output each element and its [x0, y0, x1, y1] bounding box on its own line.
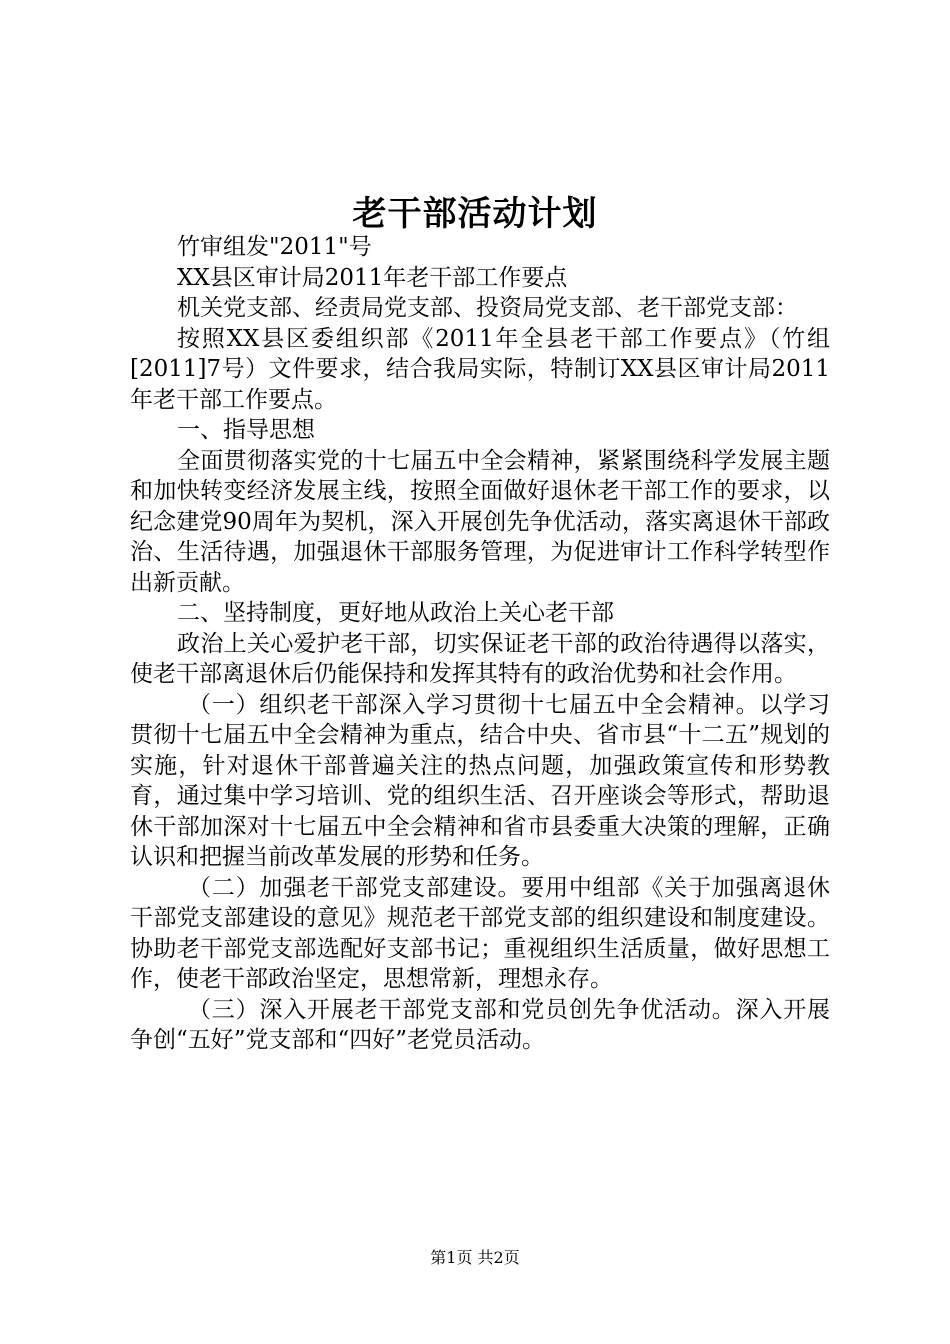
- body-paragraph: 政治上关心爱护老干部，切实保证老干部的政治待遇得以落实，使老干部离退休后仍能保持和发挥其特有的政治优势和社会作用。: [130, 630, 830, 687]
- body-paragraph: （二）加强老干部党支部建设。要用中组部《关于加强离退休干部党支部建设的意见》规范老干部党支部的组织建设和制度建设。协助老干部党支部选配好支部书记；重视组织生活质量，做好思想工作，使老干部政治坚定，思想常新，理想永存。: [130, 874, 830, 992]
- body-paragraph: 按照XX县区委组织部《2011年全县老干部工作要点》（竹组[2011]7号）文件要求，结合我局实际，特制订XX县区审计局2011年老干部工作要点。: [130, 325, 830, 413]
- body-paragraph: 全面贯彻落实党的十七届五中全会精神，紧紧围绕科学发展主题和加快转变经济发展主线，按照全面做好退休老干部工作的要求，以纪念建党90周年为契机，深入开展创先争优活动，落实离退休干部政治、生活待遇，加强退休干部服务管理，为促进审计工作科学转型作出新贡献。: [130, 447, 830, 596]
- document-body: [130, 232, 830, 1056]
- page-footer: 第1页 共2页: [430, 1248, 520, 1267]
- document-number: 竹审组发"2011"号: [177, 234, 372, 260]
- section-heading: XX县区审计局2011年老干部工作要点: [177, 264, 568, 291]
- section-heading: 一、指导思想: [177, 417, 315, 443]
- recipients-paragraph: 机关党支部、经责局党支部、投资局党支部、老干部党支部：: [177, 295, 798, 321]
- body-paragraph: （一）组织老干部深入学习贯彻十七届五中全会精神。以学习贯彻十七届五中全会精神为重点，结合中央、省市县“十二五”规划的实施，针对退休干部普遍关注的热点问题，加强政策宣传和形势教育，通过集中学习培训、党的组织生活、召开座谈会等形式，帮助退休干部加深对十七届五中全会精神和省市县委重大决策的理解，正确认识和把握当前改革发展的形势和任务。: [130, 691, 830, 870]
- body-paragraph: （三）深入开展老干部党支部和党员创先争优活动。深入开展争创“五好”党支部和“四好”老党员活动。: [130, 996, 830, 1053]
- document-title: 老干部活动计划: [352, 194, 598, 234]
- section-heading: 二、坚持制度，更好地从政治上关心老干部: [177, 600, 614, 626]
